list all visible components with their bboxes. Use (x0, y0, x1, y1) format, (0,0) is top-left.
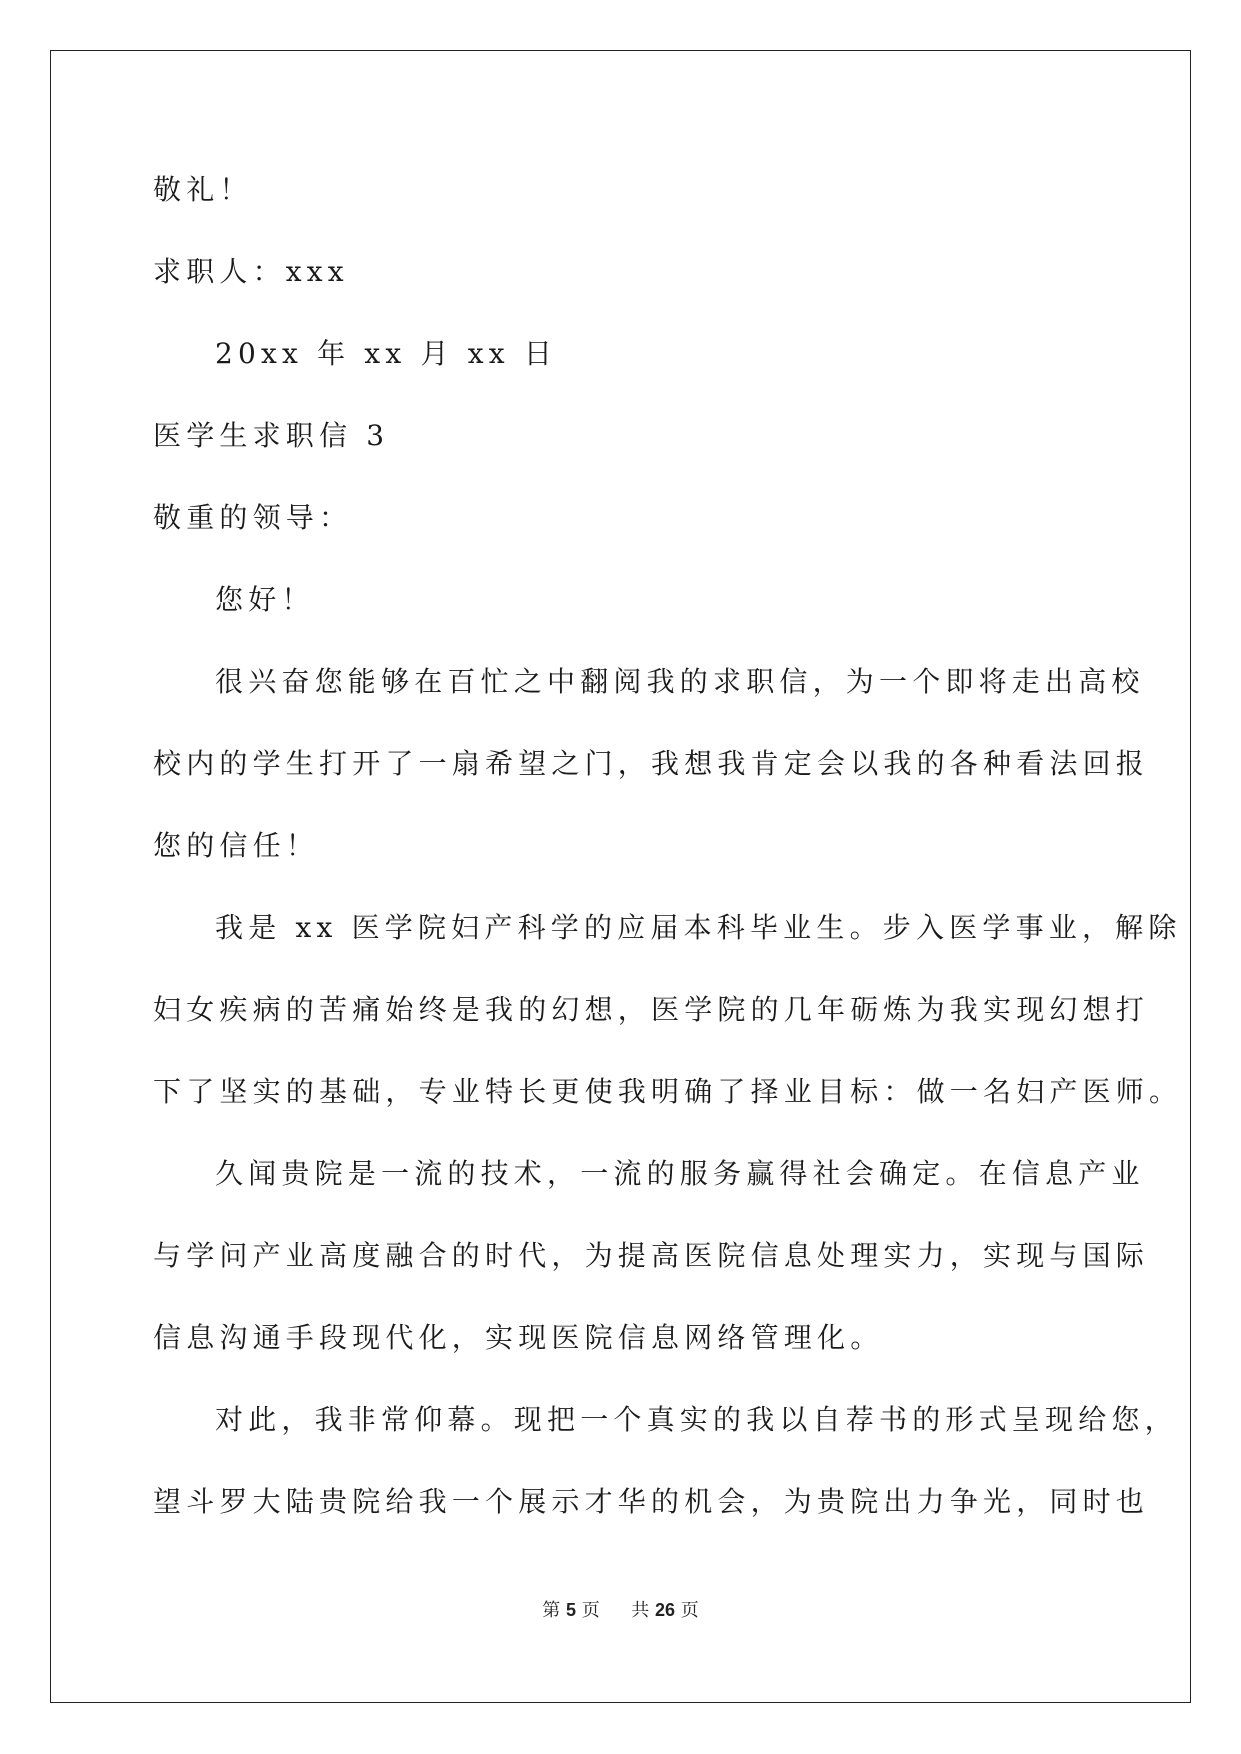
paragraph-line: 信息沟通手段现代化，实现医院信息网络管理化。 (153, 1321, 884, 1354)
paragraph-line: 妇女疾病的苦痛始终是我的幻想，医学院的几年砺炼为我实现幻想打 (153, 993, 1150, 1026)
paragraph-line: 对此，我非常仰幕。现把一个真实的我以自荐书的形式呈现给您， (215, 1403, 1178, 1436)
section-title: 医学生求职信 3 (153, 419, 390, 452)
footer-page-number: 5 (566, 1600, 577, 1620)
paragraph-line: 校内的学生打开了一扇希望之门，我想我肯定会以我的各种看法回报 (153, 747, 1150, 780)
footer-total-pages: 26 (654, 1600, 675, 1620)
paragraph-line: 您的信任！ (153, 829, 320, 862)
page-footer (0, 1598, 1241, 1623)
footer-total-prefix: 共 (631, 1600, 650, 1621)
paragraph-line: 久闻贵院是一流的技术，一流的服务赢得社会确定。在信息产业 (215, 1157, 1145, 1190)
paragraph-line: 下了坚实的基础，专业特长更使我明确了择业目标：做一名妇产医师。 (153, 1075, 1183, 1108)
greeting: 您好！ (215, 583, 315, 616)
footer-page-suffix: 页 (581, 1600, 600, 1621)
salutation: 敬重的领导： (153, 501, 353, 534)
paragraph-line: 很兴奋您能够在百忙之中翻阅我的求职信，为一个即将走出高校 (215, 665, 1145, 698)
page-border (50, 50, 1191, 1703)
footer-total-suffix: 页 (680, 1600, 699, 1621)
closing-salute: 敬礼！ (153, 173, 253, 206)
letter-date: 20xx 年 xx 月 xx 日 (215, 337, 558, 370)
paragraph-line: 望斗罗大陆贵院给我一个展示才华的机会，为贵院出力争光，同时也 (153, 1485, 1150, 1518)
applicant-signature: 求职人：xxx (153, 255, 349, 288)
paragraph-line: 我是 xx 医学院妇产科学的应届本科毕业生。步入医学事业，解除 (215, 911, 1182, 944)
footer-page-prefix: 第 (542, 1600, 561, 1621)
paragraph-line: 与学问产业高度融合的时代，为提高医院信息处理实力，实现与国际 (153, 1239, 1150, 1272)
